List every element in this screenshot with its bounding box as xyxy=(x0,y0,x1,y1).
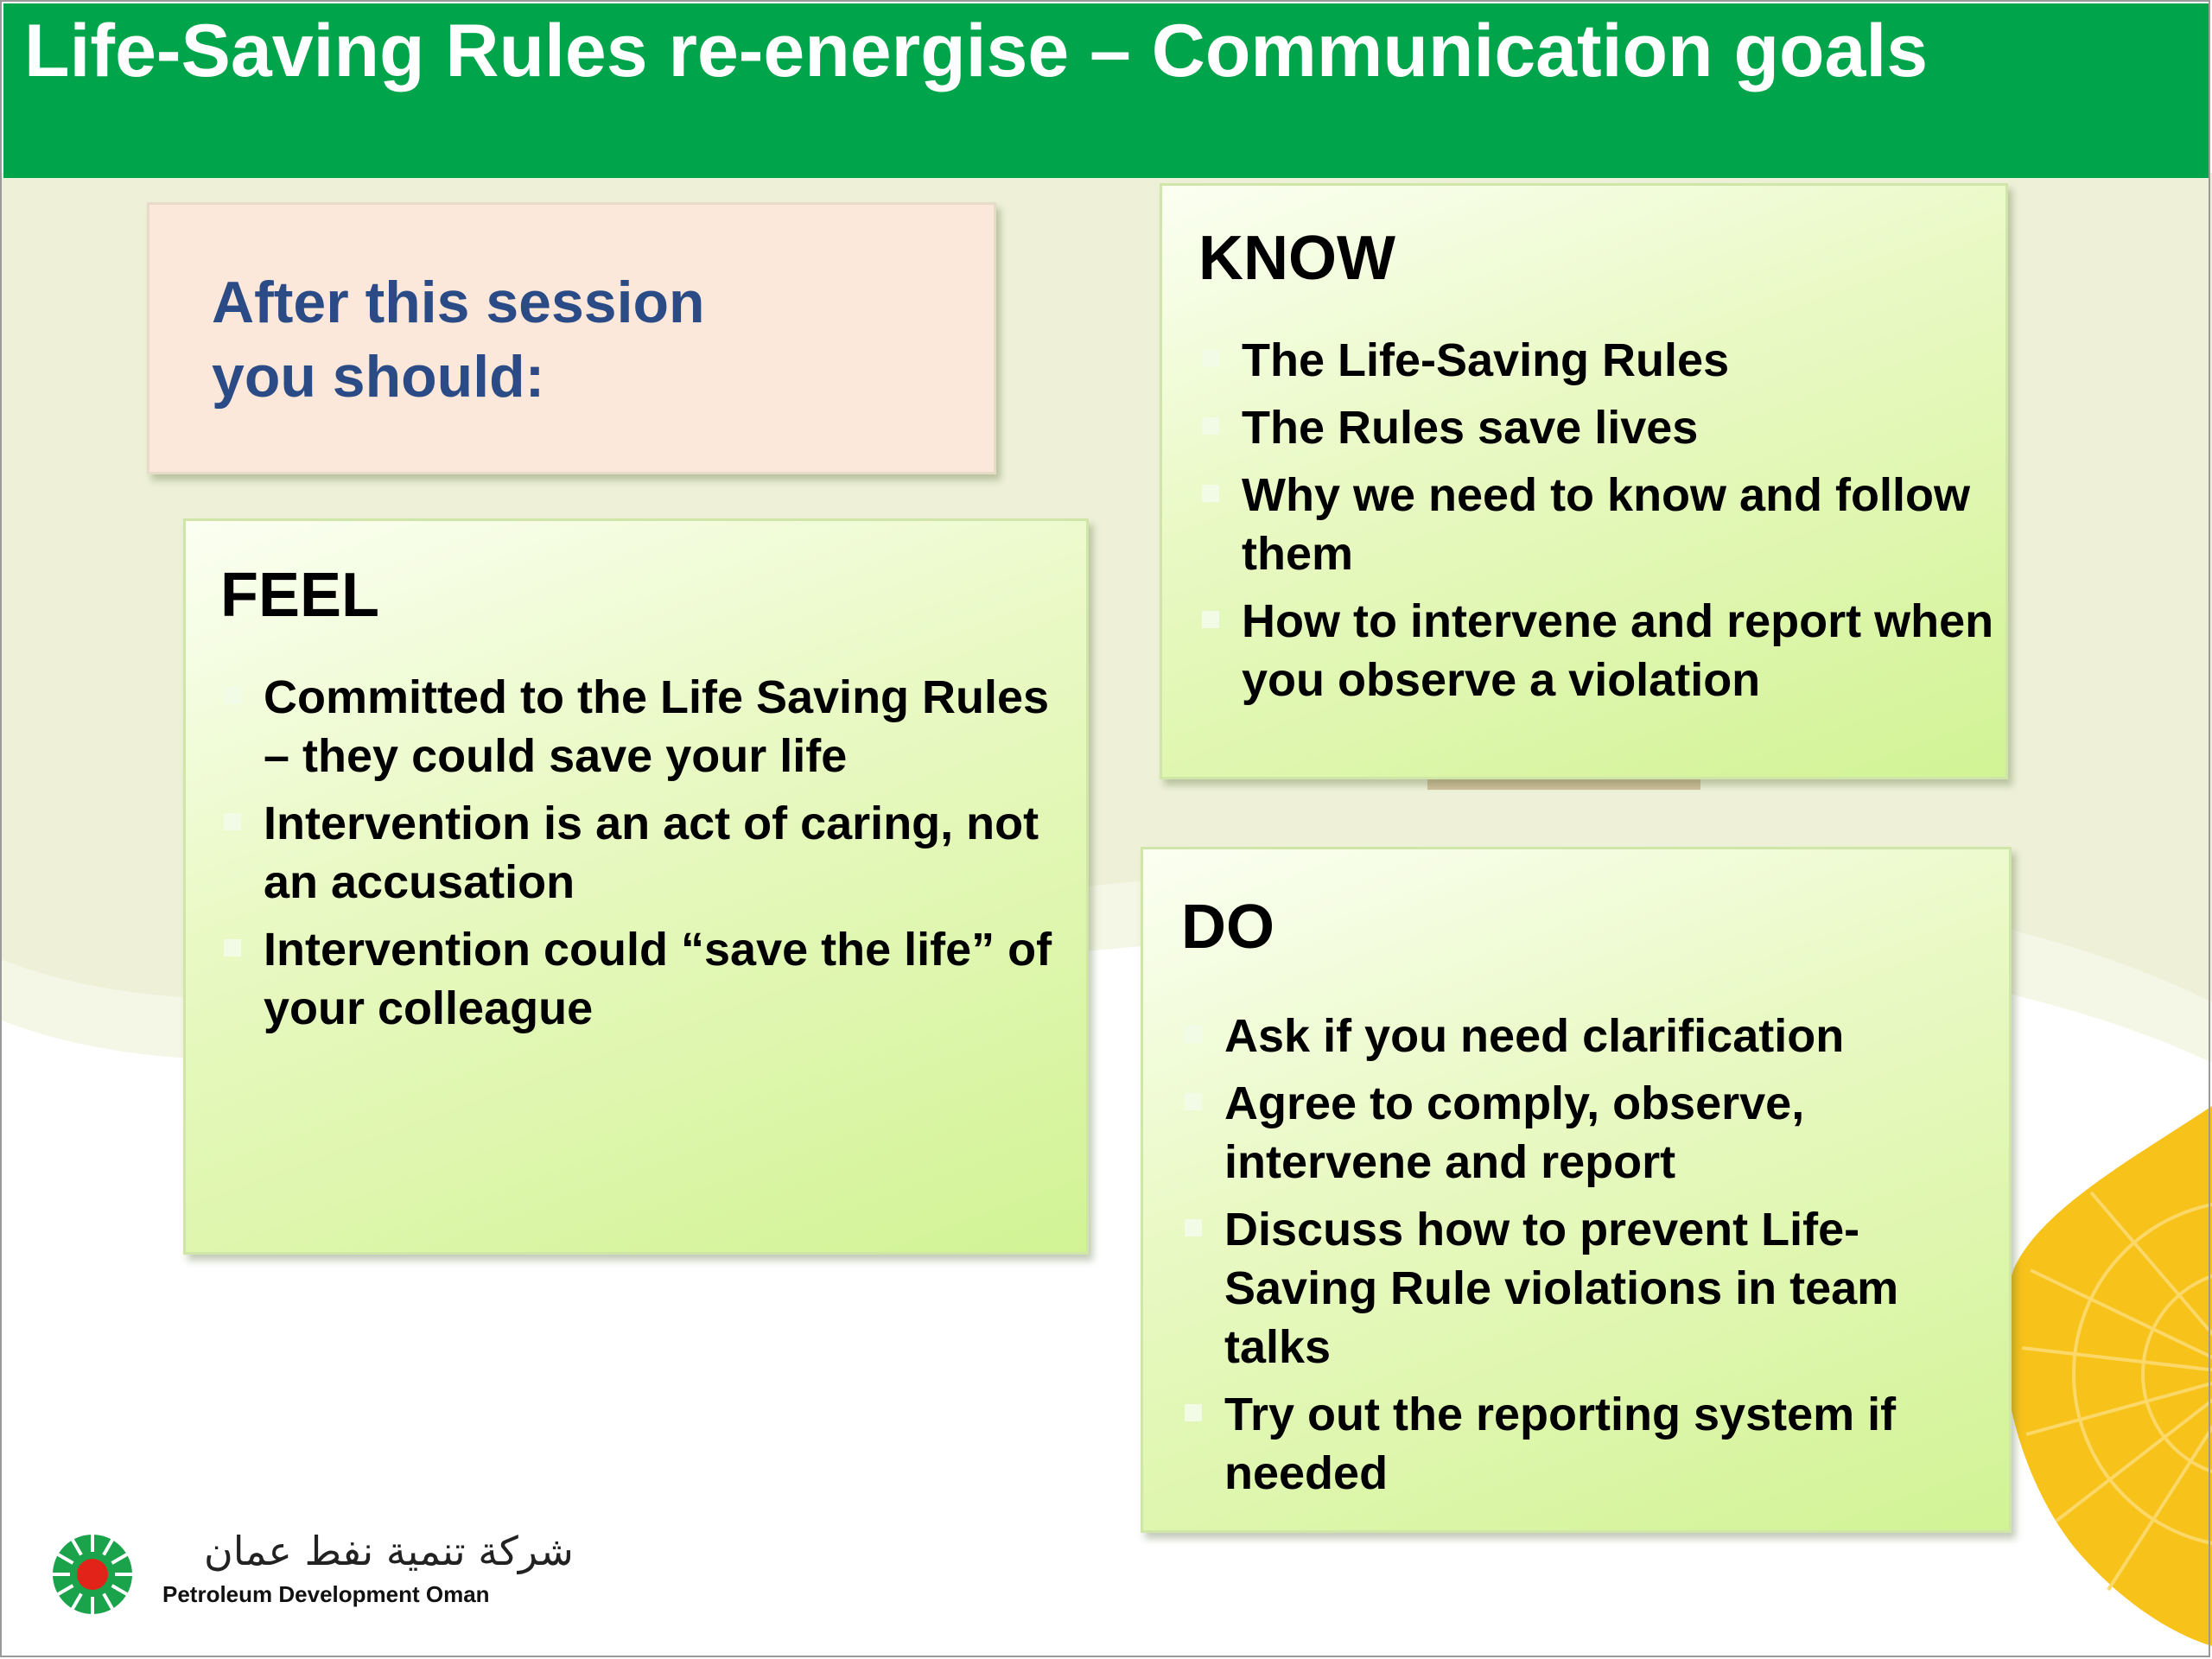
bullet-icon xyxy=(1202,350,1219,367)
know-list xyxy=(1198,331,2005,709)
intro-text xyxy=(212,265,994,414)
bullet-icon xyxy=(1185,1219,1202,1236)
slide-title: Life-Saving Rules re-energise – Communication goals xyxy=(24,10,1929,92)
bullet-icon xyxy=(1185,1093,1202,1110)
list-item: Discuss how to prevent Life-Saving Rule violations in team talks xyxy=(1181,1200,2009,1376)
company-logo xyxy=(45,1528,574,1618)
decorative-strip xyxy=(1427,778,1700,790)
bullet-icon xyxy=(224,813,241,830)
title-bar xyxy=(3,3,2209,178)
logo-arabic-text: شركة تنمية نفط عمان xyxy=(204,1528,574,1574)
bullet-icon xyxy=(224,939,241,957)
know-box xyxy=(1160,183,2008,779)
pdo-logo-icon xyxy=(45,1531,140,1618)
feel-list xyxy=(220,668,1086,1038)
bullet-icon xyxy=(1185,1026,1202,1043)
list-item: Ask if you need clarification xyxy=(1181,1007,2009,1065)
intro-line-1: After this session xyxy=(212,270,705,335)
logo-english-text: Petroleum Development Oman xyxy=(162,1581,490,1607)
bullet-icon xyxy=(224,687,241,704)
list-item: How to intervene and report when you observe a violation xyxy=(1198,592,2005,709)
bullet-icon xyxy=(1202,485,1219,502)
list-item: The Rules save lives xyxy=(1198,398,2005,457)
do-list xyxy=(1181,1007,2009,1503)
do-box xyxy=(1141,847,2012,1533)
list-item: The Life-Saving Rules xyxy=(1198,331,2005,390)
bullet-icon xyxy=(1185,1404,1202,1421)
intro-box xyxy=(147,202,996,474)
feel-heading: FEEL xyxy=(220,561,380,630)
do-heading: DO xyxy=(1181,893,1274,962)
bullet-icon xyxy=(1202,611,1219,628)
know-heading: KNOW xyxy=(1198,224,1395,293)
bullet-icon xyxy=(1202,417,1219,435)
list-item: Committed to the Life Saving Rules – they could save your life xyxy=(220,668,1086,785)
list-item: Agree to comply, observe, intervene and report xyxy=(1181,1074,2009,1192)
list-item: Why we need to know and follow them xyxy=(1198,466,2005,583)
list-item: Intervention is an act of caring, not an accusation xyxy=(220,794,1086,912)
intro-line-2: you should: xyxy=(212,344,545,410)
list-item: Try out the reporting system if needed xyxy=(1181,1385,2009,1503)
feel-box xyxy=(183,518,1089,1255)
list-item: Intervention could “save the life” of your colleague xyxy=(220,920,1086,1038)
